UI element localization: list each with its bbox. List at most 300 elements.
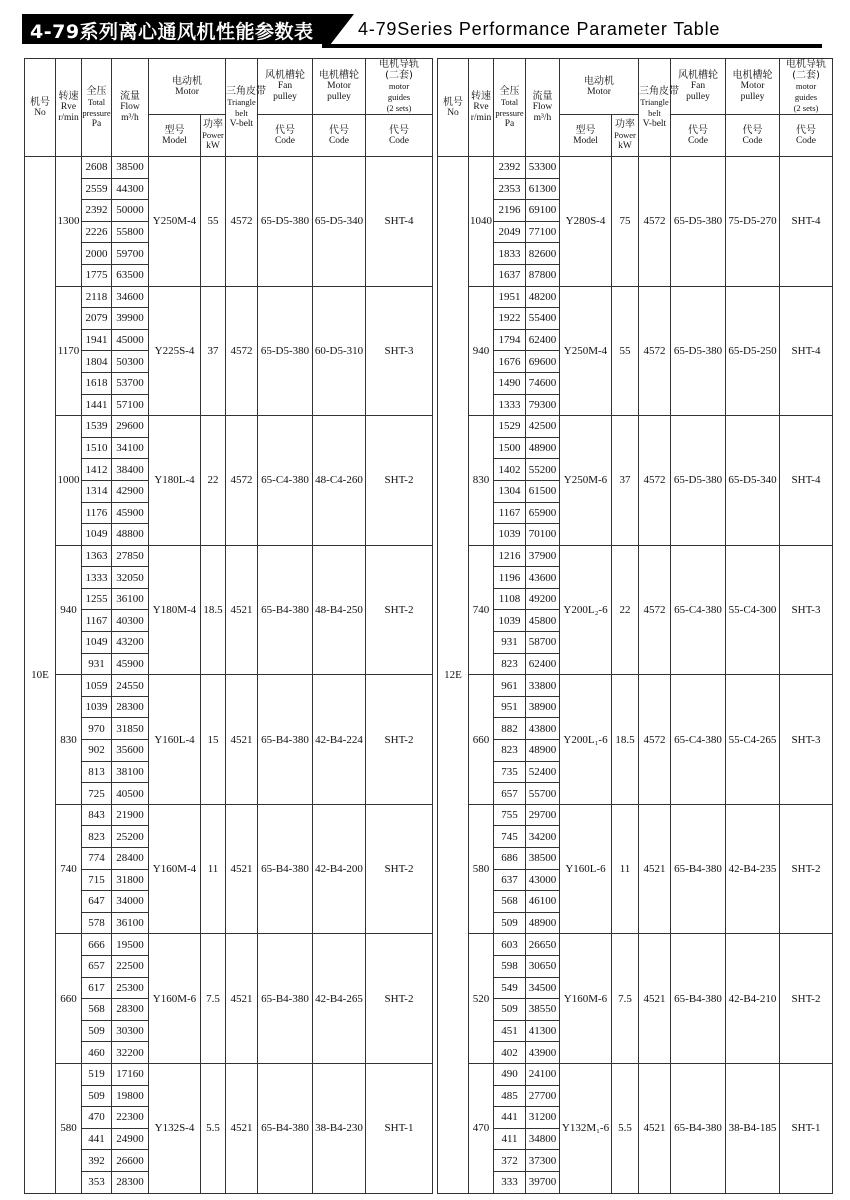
performance-table-10e: [24, 58, 433, 1194]
flow-cell: 24100: [526, 1063, 560, 1085]
pressure-cell: 568: [494, 891, 526, 913]
flow-cell: 45900: [112, 502, 149, 524]
pressure-cell: 637: [494, 869, 526, 891]
pressure-cell: 686: [494, 848, 526, 870]
pressure-cell: 1539: [82, 416, 112, 438]
title-en: 4-79Series Performance Parameter Table: [358, 19, 721, 39]
motor-model-cell: Y250M-4: [560, 286, 612, 416]
flow-cell: 43600: [526, 567, 560, 589]
fan-pulley-cell: 65-C4-380: [671, 675, 726, 805]
guides-cell: SHT-3: [780, 545, 833, 675]
table-body: [438, 157, 833, 1194]
motor-pulley-cell: 38-B4-185: [726, 1063, 780, 1193]
pressure-cell: 1255: [82, 588, 112, 610]
pressure-cell: 657: [82, 955, 112, 977]
flow-cell: 82600: [526, 243, 560, 265]
flow-cell: 36100: [112, 912, 149, 934]
pressure-cell: 1951: [494, 286, 526, 308]
pressure-cell: 725: [82, 783, 112, 805]
flow-cell: 17160: [112, 1063, 149, 1085]
pressure-cell: 1108: [494, 588, 526, 610]
fan-pulley-cell: 65-C4-380: [671, 545, 726, 675]
pressure-cell: 1039: [494, 610, 526, 632]
fan-pulley-cell: 65-B4-380: [258, 1063, 313, 1193]
pressure-cell: 2608: [82, 157, 112, 179]
belt-cell: 4572: [639, 545, 671, 675]
table-12e-panel: [437, 58, 832, 1194]
flow-cell: 29700: [526, 804, 560, 826]
pressure-cell: 1510: [82, 437, 112, 459]
pressure-cell: 1176: [82, 502, 112, 524]
motor-model-cell: Y132M₁-6: [560, 1063, 612, 1193]
flow-cell: 34200: [526, 826, 560, 848]
flow-cell: 55400: [526, 308, 560, 330]
pressure-cell: 961: [494, 675, 526, 697]
motor-model-cell: Y160M-6: [149, 934, 201, 1064]
col-speed: 转速 Rve r/min: [56, 59, 82, 157]
pressure-cell: 1412: [82, 459, 112, 481]
motor-pulley-cell: 48-C4-260: [313, 416, 366, 546]
pressure-cell: 2118: [82, 286, 112, 308]
speed-cell: 470: [469, 1063, 494, 1193]
col-fan-pulley-code: 代号 Code: [258, 115, 313, 157]
flow-cell: 45800: [526, 610, 560, 632]
belt-cell: 4521: [226, 934, 258, 1064]
table-row: [25, 416, 433, 438]
col-motor-pulley: 电机槽轮 Motor pulley: [726, 59, 780, 115]
fan-pulley-cell: 65-B4-380: [671, 804, 726, 934]
fan-pulley-cell: 65-D5-380: [671, 286, 726, 416]
fan-pulley-cell: 65-B4-380: [671, 1063, 726, 1193]
flow-cell: 32200: [112, 1042, 149, 1064]
belt-cell: 4572: [226, 157, 258, 287]
flow-cell: 28300: [112, 1171, 149, 1193]
flow-cell: 40500: [112, 783, 149, 805]
pressure-cell: 931: [494, 632, 526, 654]
flow-cell: 19800: [112, 1085, 149, 1107]
pressure-cell: 823: [82, 826, 112, 848]
flow-cell: 43800: [526, 718, 560, 740]
flow-cell: 32050: [112, 567, 149, 589]
speed-cell: 660: [56, 934, 82, 1064]
motor-power-cell: 5.5: [612, 1063, 639, 1193]
flow-cell: 45000: [112, 329, 149, 351]
fan-pulley-cell: 65-B4-380: [258, 934, 313, 1064]
speed-cell: 1000: [56, 416, 82, 546]
guides-cell: SHT-3: [366, 286, 433, 416]
motor-pulley-cell: 65-D5-340: [313, 157, 366, 287]
pressure-cell: 882: [494, 718, 526, 740]
flow-cell: 70100: [526, 524, 560, 546]
col-pressure: 全压 Total pressure Pa: [494, 59, 526, 157]
flow-cell: 69600: [526, 351, 560, 373]
belt-cell: 4572: [226, 416, 258, 546]
flow-cell: 48900: [526, 740, 560, 762]
col-motor-pulley: 电机槽轮 Motor pulley: [313, 59, 366, 115]
pressure-cell: 823: [494, 740, 526, 762]
belt-cell: 4521: [639, 934, 671, 1064]
pressure-cell: 1529: [494, 416, 526, 438]
pressure-cell: 451: [494, 1020, 526, 1042]
flow-cell: 24900: [112, 1128, 149, 1150]
fan-no-cell: 12E: [438, 157, 469, 1194]
title-zh: 4-79系列离心通风机性能参数表: [30, 21, 314, 43]
col-guides-code: 代号 Code: [366, 115, 433, 157]
pressure-cell: 1314: [82, 480, 112, 502]
fan-pulley-cell: 65-D5-380: [671, 157, 726, 287]
table-row: [25, 804, 433, 826]
guides-cell: SHT-3: [780, 675, 833, 805]
motor-pulley-cell: 42-B4-265: [313, 934, 366, 1064]
flow-cell: 62400: [526, 653, 560, 675]
col-belt: 三角皮带 Triangle belt V-belt: [639, 59, 671, 157]
col-fan-no: 机号 No: [25, 59, 56, 157]
flow-cell: 50000: [112, 200, 149, 222]
pressure-cell: 647: [82, 891, 112, 913]
col-flow: 流量 Flow m³/h: [526, 59, 560, 157]
pressure-cell: 1167: [494, 502, 526, 524]
col-fan-pulley: 风机槽轮 Fan pulley: [671, 59, 726, 115]
flow-cell: 24550: [112, 675, 149, 697]
motor-model-cell: Y225S-4: [149, 286, 201, 416]
pressure-cell: 470: [82, 1107, 112, 1129]
pressure-cell: 1441: [82, 394, 112, 416]
belt-cell: 4521: [226, 804, 258, 934]
flow-cell: 25200: [112, 826, 149, 848]
guides-cell: SHT-4: [780, 416, 833, 546]
flow-cell: 48900: [526, 912, 560, 934]
flow-cell: 77100: [526, 221, 560, 243]
pressure-cell: 1941: [82, 329, 112, 351]
pressure-cell: 2079: [82, 308, 112, 330]
flow-cell: 69100: [526, 200, 560, 222]
flow-cell: 42500: [526, 416, 560, 438]
flow-cell: 61500: [526, 480, 560, 502]
pressure-cell: 1794: [494, 329, 526, 351]
col-guides: 电机导轨 (二套) motor guides (2 sets): [780, 59, 833, 115]
belt-cell: 4572: [639, 286, 671, 416]
motor-pulley-cell: 65-D5-340: [726, 416, 780, 546]
flow-cell: 28300: [112, 999, 149, 1021]
table-body: [25, 157, 433, 1194]
table-row: [25, 1063, 433, 1085]
table-header: [438, 59, 833, 157]
table-row: [25, 157, 433, 179]
flow-cell: 49200: [526, 588, 560, 610]
motor-pulley-cell: 42-B4-235: [726, 804, 780, 934]
speed-cell: 830: [469, 416, 494, 546]
table-header: [25, 59, 433, 157]
flow-cell: 22500: [112, 955, 149, 977]
speed-cell: 660: [469, 675, 494, 805]
guides-cell: SHT-4: [366, 157, 433, 287]
pressure-cell: 1049: [82, 632, 112, 654]
motor-power-cell: 37: [201, 286, 226, 416]
flow-cell: 34600: [112, 286, 149, 308]
guides-cell: SHT-2: [366, 545, 433, 675]
speed-cell: 940: [469, 286, 494, 416]
flow-cell: 55700: [526, 783, 560, 805]
guides-cell: SHT-2: [366, 804, 433, 934]
col-motor: 电动机 Motor: [560, 59, 639, 115]
pressure-cell: 353: [82, 1171, 112, 1193]
table-row: [25, 286, 433, 308]
pressure-cell: 1196: [494, 567, 526, 589]
speed-cell: 940: [56, 545, 82, 675]
flow-cell: 43200: [112, 632, 149, 654]
pressure-cell: 2000: [82, 243, 112, 265]
col-guides: 电机导轨 (二套) motor guides (2 sets): [366, 59, 433, 115]
motor-model-cell: Y250M-4: [149, 157, 201, 287]
pressure-cell: 509: [82, 1085, 112, 1107]
col-fan-pulley-code: 代号 Code: [671, 115, 726, 157]
flow-cell: 27700: [526, 1085, 560, 1107]
pressure-cell: 2196: [494, 200, 526, 222]
fan-pulley-cell: 65-D5-380: [258, 157, 313, 287]
flow-cell: 26650: [526, 934, 560, 956]
motor-model-cell: Y180M-4: [149, 545, 201, 675]
col-model: 型号 Model: [149, 115, 201, 157]
flow-cell: 31800: [112, 869, 149, 891]
flow-cell: 50300: [112, 351, 149, 373]
motor-model-cell: Y200L₂-6: [560, 545, 612, 675]
motor-model-cell: Y132S-4: [149, 1063, 201, 1193]
table-row: [25, 545, 433, 567]
flow-cell: 65900: [526, 502, 560, 524]
motor-power-cell: 22: [612, 545, 639, 675]
pressure-cell: 603: [494, 934, 526, 956]
col-power: 功率 Power kW: [612, 115, 639, 157]
flow-cell: 61300: [526, 178, 560, 200]
guides-cell: SHT-2: [366, 934, 433, 1064]
flow-cell: 34100: [112, 437, 149, 459]
motor-power-cell: 22: [201, 416, 226, 546]
table-10e-panel: [24, 58, 432, 1194]
flow-cell: 48900: [526, 437, 560, 459]
motor-model-cell: Y280S-4: [560, 157, 612, 287]
pressure-cell: 823: [494, 653, 526, 675]
pressure-cell: 970: [82, 718, 112, 740]
flow-cell: 33800: [526, 675, 560, 697]
flow-cell: 42900: [112, 480, 149, 502]
speed-cell: 740: [56, 804, 82, 934]
guides-cell: SHT-1: [780, 1063, 833, 1193]
motor-power-cell: 37: [612, 416, 639, 546]
flow-cell: 25300: [112, 977, 149, 999]
pressure-cell: 2226: [82, 221, 112, 243]
flow-cell: 53700: [112, 372, 149, 394]
pressure-cell: 441: [494, 1107, 526, 1129]
pressure-cell: 578: [82, 912, 112, 934]
motor-power-cell: 55: [612, 286, 639, 416]
motor-pulley-cell: 38-B4-230: [313, 1063, 366, 1193]
pressure-cell: 1490: [494, 372, 526, 394]
col-flow: 流量 Flow m³/h: [112, 59, 149, 157]
flow-cell: 19500: [112, 934, 149, 956]
flow-cell: 34500: [526, 977, 560, 999]
flow-cell: 53300: [526, 157, 560, 179]
table-row: [25, 675, 433, 697]
flow-cell: 79300: [526, 394, 560, 416]
flow-cell: 41300: [526, 1020, 560, 1042]
motor-pulley-cell: 65-D5-250: [726, 286, 780, 416]
pressure-cell: 1618: [82, 372, 112, 394]
table-row: [438, 675, 833, 697]
flow-cell: 87800: [526, 264, 560, 286]
fan-pulley-cell: 65-B4-380: [671, 934, 726, 1064]
pressure-cell: 1922: [494, 308, 526, 330]
guides-cell: SHT-2: [780, 804, 833, 934]
motor-model-cell: Y250M-6: [560, 416, 612, 546]
pressure-cell: 1039: [494, 524, 526, 546]
guides-cell: SHT-2: [780, 934, 833, 1064]
table-row: [438, 934, 833, 956]
motor-model-cell: Y160L-4: [149, 675, 201, 805]
motor-power-cell: 55: [201, 157, 226, 287]
pressure-cell: 1833: [494, 243, 526, 265]
speed-cell: 520: [469, 934, 494, 1064]
flow-cell: 55800: [112, 221, 149, 243]
pressure-cell: 1402: [494, 459, 526, 481]
motor-power-cell: 5.5: [201, 1063, 226, 1193]
pressure-cell: 951: [494, 696, 526, 718]
flow-cell: 34800: [526, 1128, 560, 1150]
flow-cell: 27850: [112, 545, 149, 567]
pressure-cell: 333: [494, 1171, 526, 1193]
pressure-cell: 509: [494, 912, 526, 934]
motor-power-cell: 75: [612, 157, 639, 287]
flow-cell: 38550: [526, 999, 560, 1021]
speed-cell: 580: [56, 1063, 82, 1193]
motor-pulley-cell: 75-D5-270: [726, 157, 780, 287]
flow-cell: 59700: [112, 243, 149, 265]
flow-cell: 28300: [112, 696, 149, 718]
pressure-cell: 1216: [494, 545, 526, 567]
pressure-cell: 2559: [82, 178, 112, 200]
flow-cell: 31200: [526, 1107, 560, 1129]
guides-cell: SHT-1: [366, 1063, 433, 1193]
pressure-cell: 485: [494, 1085, 526, 1107]
motor-power-cell: 18.5: [612, 675, 639, 805]
pressure-cell: 1304: [494, 480, 526, 502]
col-fan-no: 机号 No: [438, 59, 469, 157]
belt-cell: 4521: [226, 1063, 258, 1193]
table-row: [438, 804, 833, 826]
motor-power-cell: 7.5: [201, 934, 226, 1064]
page-header: [22, 14, 822, 48]
flow-cell: 74600: [526, 372, 560, 394]
col-guides-code: 代号 Code: [780, 115, 833, 157]
pressure-cell: 1676: [494, 351, 526, 373]
pressure-cell: 931: [82, 653, 112, 675]
pressure-cell: 519: [82, 1063, 112, 1085]
table-row: [438, 157, 833, 179]
flow-cell: 63500: [112, 264, 149, 286]
flow-cell: 52400: [526, 761, 560, 783]
flow-cell: 22300: [112, 1107, 149, 1129]
motor-power-cell: 11: [612, 804, 639, 934]
pressure-cell: 509: [82, 1020, 112, 1042]
motor-pulley-cell: 55-C4-300: [726, 545, 780, 675]
pressure-cell: 666: [82, 934, 112, 956]
guides-cell: SHT-4: [780, 286, 833, 416]
fan-pulley-cell: 65-B4-380: [258, 545, 313, 675]
pressure-cell: 1059: [82, 675, 112, 697]
motor-model-cell: Y160L-6: [560, 804, 612, 934]
pressure-cell: 2049: [494, 221, 526, 243]
belt-cell: 4521: [226, 675, 258, 805]
flow-cell: 38500: [112, 157, 149, 179]
speed-cell: 740: [469, 545, 494, 675]
speed-cell: 830: [56, 675, 82, 805]
col-belt: 三角皮带 Triangle belt V-belt: [226, 59, 258, 157]
pressure-cell: 441: [82, 1128, 112, 1150]
pressure-cell: 745: [494, 826, 526, 848]
fan-pulley-cell: 65-B4-380: [258, 675, 313, 805]
flow-cell: 26600: [112, 1150, 149, 1172]
speed-cell: 1170: [56, 286, 82, 416]
pressure-cell: 2392: [82, 200, 112, 222]
title-underline: [322, 44, 822, 48]
fan-pulley-cell: 65-C4-380: [258, 416, 313, 546]
motor-pulley-cell: 48-B4-250: [313, 545, 366, 675]
fan-no-cell: 10E: [25, 157, 56, 1194]
pressure-cell: 372: [494, 1150, 526, 1172]
pressure-cell: 813: [82, 761, 112, 783]
col-motor-pulley-code: 代号 Code: [313, 115, 366, 157]
guides-cell: SHT-2: [366, 416, 433, 546]
flow-cell: 45900: [112, 653, 149, 675]
pressure-cell: 843: [82, 804, 112, 826]
belt-cell: 4521: [639, 1063, 671, 1193]
flow-cell: 39700: [526, 1171, 560, 1193]
flow-cell: 31850: [112, 718, 149, 740]
pressure-cell: 568: [82, 999, 112, 1021]
motor-pulley-cell: 42-B4-200: [313, 804, 366, 934]
pressure-cell: 509: [494, 999, 526, 1021]
pressure-cell: 617: [82, 977, 112, 999]
flow-cell: 21900: [112, 804, 149, 826]
pressure-cell: 411: [494, 1128, 526, 1150]
flow-cell: 38100: [112, 761, 149, 783]
pressure-cell: 1039: [82, 696, 112, 718]
belt-cell: 4572: [226, 286, 258, 416]
pressure-cell: 1167: [82, 610, 112, 632]
flow-cell: 48200: [526, 286, 560, 308]
motor-pulley-cell: 55-C4-265: [726, 675, 780, 805]
pressure-cell: 774: [82, 848, 112, 870]
pressure-cell: 657: [494, 783, 526, 805]
flow-cell: 28400: [112, 848, 149, 870]
belt-cell: 4572: [639, 675, 671, 805]
speed-cell: 1300: [56, 157, 82, 287]
col-power: 功率 Power kW: [201, 115, 226, 157]
col-speed: 转速 Rve r/min: [469, 59, 494, 157]
motor-power-cell: 7.5: [612, 934, 639, 1064]
motor-pulley-cell: 60-D5-310: [313, 286, 366, 416]
pressure-cell: 460: [82, 1042, 112, 1064]
flow-cell: 34000: [112, 891, 149, 913]
flow-cell: 38900: [526, 696, 560, 718]
table-row: [438, 545, 833, 567]
col-motor-pulley-code: 代号 Code: [726, 115, 780, 157]
guides-cell: SHT-4: [780, 157, 833, 287]
flow-cell: 37300: [526, 1150, 560, 1172]
pressure-cell: 2353: [494, 178, 526, 200]
motor-model-cell: Y180L-4: [149, 416, 201, 546]
pressure-cell: 1333: [82, 567, 112, 589]
motor-model-cell: Y200L₁-6: [560, 675, 612, 805]
